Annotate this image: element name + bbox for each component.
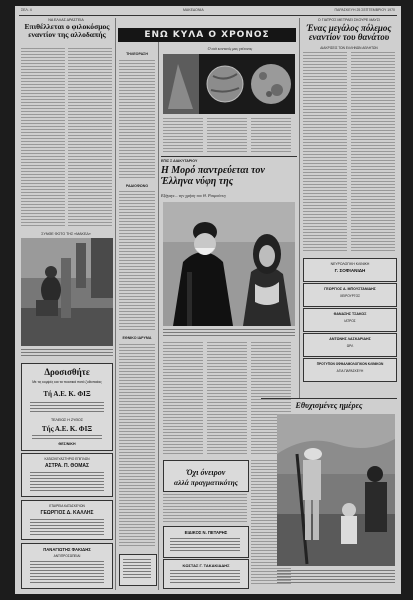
left-story-text-col2: [68, 48, 112, 228]
ad-boustanidis-name: ΧΕΙΡΟΥΡΓΟΣ: [339, 294, 361, 298]
tv-label: ΤΗΛΕΟΡΑΣΗ: [126, 52, 148, 56]
ad-drosousthe-line1: Με τις κομψές και τα ποιοτικά ποτά ζυθοποιίας: [32, 380, 102, 384]
street-photo-caption: [21, 348, 113, 360]
ad-fakidis-name: ΑΝΤΙΠΡΟΣΩΠΕΙΑΙ: [53, 554, 81, 558]
ad-ophthalmology-title: ΠΡΟΤΥΠΟΝ ΟΦΘΑΛΜΟΛΟΓΙΚΟΝ ΚΛΙΝΙΚΟΝ: [316, 362, 384, 366]
dream-ad: [163, 460, 249, 492]
right-text-col1: [303, 52, 347, 252]
banner-subtitle: Ο σιά κοντινός μας γείτονας: [207, 46, 253, 51]
newspaper-page: [15, 6, 401, 594]
ad-neuro-name: Γ. ΣΟΦΙΑΝΙΔΗ: [334, 268, 366, 273]
ad-laskaridis: [303, 333, 397, 357]
ad-furniture-name: ΑΣΤΡΑ. Π. ΘΟΜΑΣ: [45, 463, 89, 469]
planet-text-col1: [163, 118, 203, 152]
column-divider-1: [115, 18, 116, 590]
ad-neuro: [303, 258, 397, 282]
radio-listings: [119, 191, 155, 331]
small-ad-box: [119, 554, 157, 586]
dream-ad-line1: Όχι όνειρον: [186, 468, 226, 477]
beach-photo: [277, 414, 395, 566]
planet-text-col3: [251, 118, 291, 152]
ad-construction-name: ΓΕΩΡΓΙΟΣ Δ. ΚΑΛΛΗΣ: [40, 510, 94, 516]
ad-furniture: [21, 453, 113, 497]
ad-takakiadis-title: ΚΩΣΤΑΣ Γ. ΤΑΚΑΚΙΑΔΗΣ: [182, 563, 230, 568]
dream-ad-line2: αλλά πραγματικότης: [173, 478, 239, 487]
ad-drosousthe-line4: Τής Α.Ε. Κ. ΦΙΞ: [41, 425, 93, 433]
ad-fakidis-title: ΠΑΝΑΓΙΩΤΗΣ ΦΑΚΙΔΗΣ: [43, 547, 91, 552]
ad-tsakos: [303, 308, 397, 332]
planet-photo: [163, 54, 295, 114]
right-story-sub: ΔΙΑΚΡΙΣΕΙΣ ΤΩΝ ΕΛΛΗΝΩΝ ΑΘΛΗΤΩΝ: [320, 46, 378, 50]
ad-boustanidis: [303, 283, 397, 307]
ad-neuro-title: ΝΕΥΡΟΛΟΓΙΚΗ ΚΛΙΝΙΚΗ: [330, 262, 370, 266]
ad-drosousthe-line5: ΘΕΣ/ΝΙΚΗ: [58, 442, 76, 446]
newspaper-name: ΜΑΚΕΔΟΝΙΑ: [183, 8, 204, 12]
page-number: ΣΕΛ. 4: [21, 8, 32, 12]
top-rule: [19, 15, 397, 16]
right-story-kicker: Ο ΓΙΑΤΡΟΣ ΜΕΤΡΑΕΙ ΣΚΟΥΡΕ ΜΑΥΣΙ: [317, 18, 381, 22]
planet-text-col2: [207, 118, 247, 152]
ad-takakiadis: [163, 559, 249, 589]
center-story-sub: Εξήγαγε... την χρήση του Θ. Ραιμούντη: [161, 193, 226, 198]
ad-ophthalmology-name: ΑΓΙΑ ΠΑΡΑΣΚΕΥΗ: [336, 369, 364, 373]
radio-label: ΡΑΔΙΟΦΩΝΟ: [125, 184, 149, 188]
right-text-col2: [351, 52, 395, 252]
wedding-photo-caption: [163, 328, 295, 338]
ad-petaris: [163, 526, 249, 558]
ad-ophthalmology: [303, 358, 397, 382]
column-divider-3: [299, 18, 300, 398]
street-photo: [21, 238, 113, 346]
ad-fakidis: [21, 543, 113, 589]
center-text-col2: [207, 342, 247, 456]
center-text-col1: [163, 342, 203, 456]
left-story-text-col1: [21, 48, 65, 228]
photo-kicker: ΣΥΝΘΕ ΦΟΤΟ ΤΗΣ «ΜΑΚΕΔ»: [41, 232, 91, 236]
ad-furniture-title: ΚΑΤΑΣΚΕΥΑΣΤΗΡΙΟ ΕΠΙΠΛΩΝ: [44, 457, 90, 461]
center-text-col5: [163, 494, 247, 524]
column-divider-2: [158, 36, 159, 590]
left-story-kicker: ΝΑ ΕΛΛΑΣ ΔΡΑΣΤΕΙΑ: [48, 18, 84, 22]
ad-drosousthe: [21, 363, 113, 451]
ad-drosousthe-line2: Τή Α.Ε. Κ. ΦΙΞ: [43, 390, 91, 398]
ad-petaris-title: ΕΙΔΙΚΟΣ Ν. ΠΕΤΑΡΗΣ: [184, 530, 228, 535]
bottom-right-rule: [261, 398, 397, 399]
beach-photo-caption: [277, 569, 395, 585]
ad-construction-title: ΕΤΑΙΡΕΙΑ ΚΑΤΑΣΚΕΥΩΝ: [49, 504, 85, 508]
center-story-kicker: ΕΠΙΣ Σ ΔΙΑΚΥΤΑΡΙΟΥ: [161, 159, 198, 163]
bottom-right-headline: Εθυχισμένες ημέρες: [295, 401, 363, 410]
listings-column: [119, 60, 155, 180]
center-rule: [161, 156, 297, 157]
ad-tsakos-name: ΙΑΤΡΟΣ: [344, 319, 356, 323]
center-story-headline: Η Μορό παντρεύεται τον Έλληνα νύφη της: [161, 165, 265, 187]
left-story-headline: Επιθέλλεται ο φιλοκόσμος εναντίον της αλλοδαπής: [24, 22, 110, 39]
ad-tsakos-title: ΘΑΝΑΣΗΣ ΤΣΑΚΟΣ: [333, 312, 367, 316]
banner-title: ΕΝΩ ΚΥΛΑ Ο ΧΡΟΝΟΣ: [118, 28, 296, 42]
right-story-headline: Ένας μεγάλος πόλεμος εναντίον του θανάτου: [306, 23, 392, 43]
ad-laskaridis-name: ΩΡΛ: [346, 344, 354, 348]
issue-date: ΠΑΡΑΣΚΕΥΗ 25 ΣΕΠΤΕΜΒΡΙΟΥ 1970: [334, 8, 395, 12]
ad-boustanidis-title: ΓΕΩΡΓΙΟΣ Α. ΜΠΟΥΣΤΑΝΙΔΗΣ: [324, 287, 376, 291]
wedding-photo: [163, 202, 295, 326]
ad-construction: [21, 500, 113, 540]
ad-laskaridis-title: ΑΝΤΩΝΗΣ ΛΑΣΚΑΡΙΔΗΣ: [329, 337, 371, 341]
ad-drosousthe-line3: ΤΕΛΕΙΩΣ Η ΖΥΘΟΣ: [50, 418, 84, 422]
ad-drosousthe-title: Δροσισθήτε: [44, 367, 90, 377]
foundation-label: ΕΘΝΙΚΟ ΙΔΡΥΜΑ: [122, 336, 152, 340]
notices-column: [119, 344, 155, 548]
